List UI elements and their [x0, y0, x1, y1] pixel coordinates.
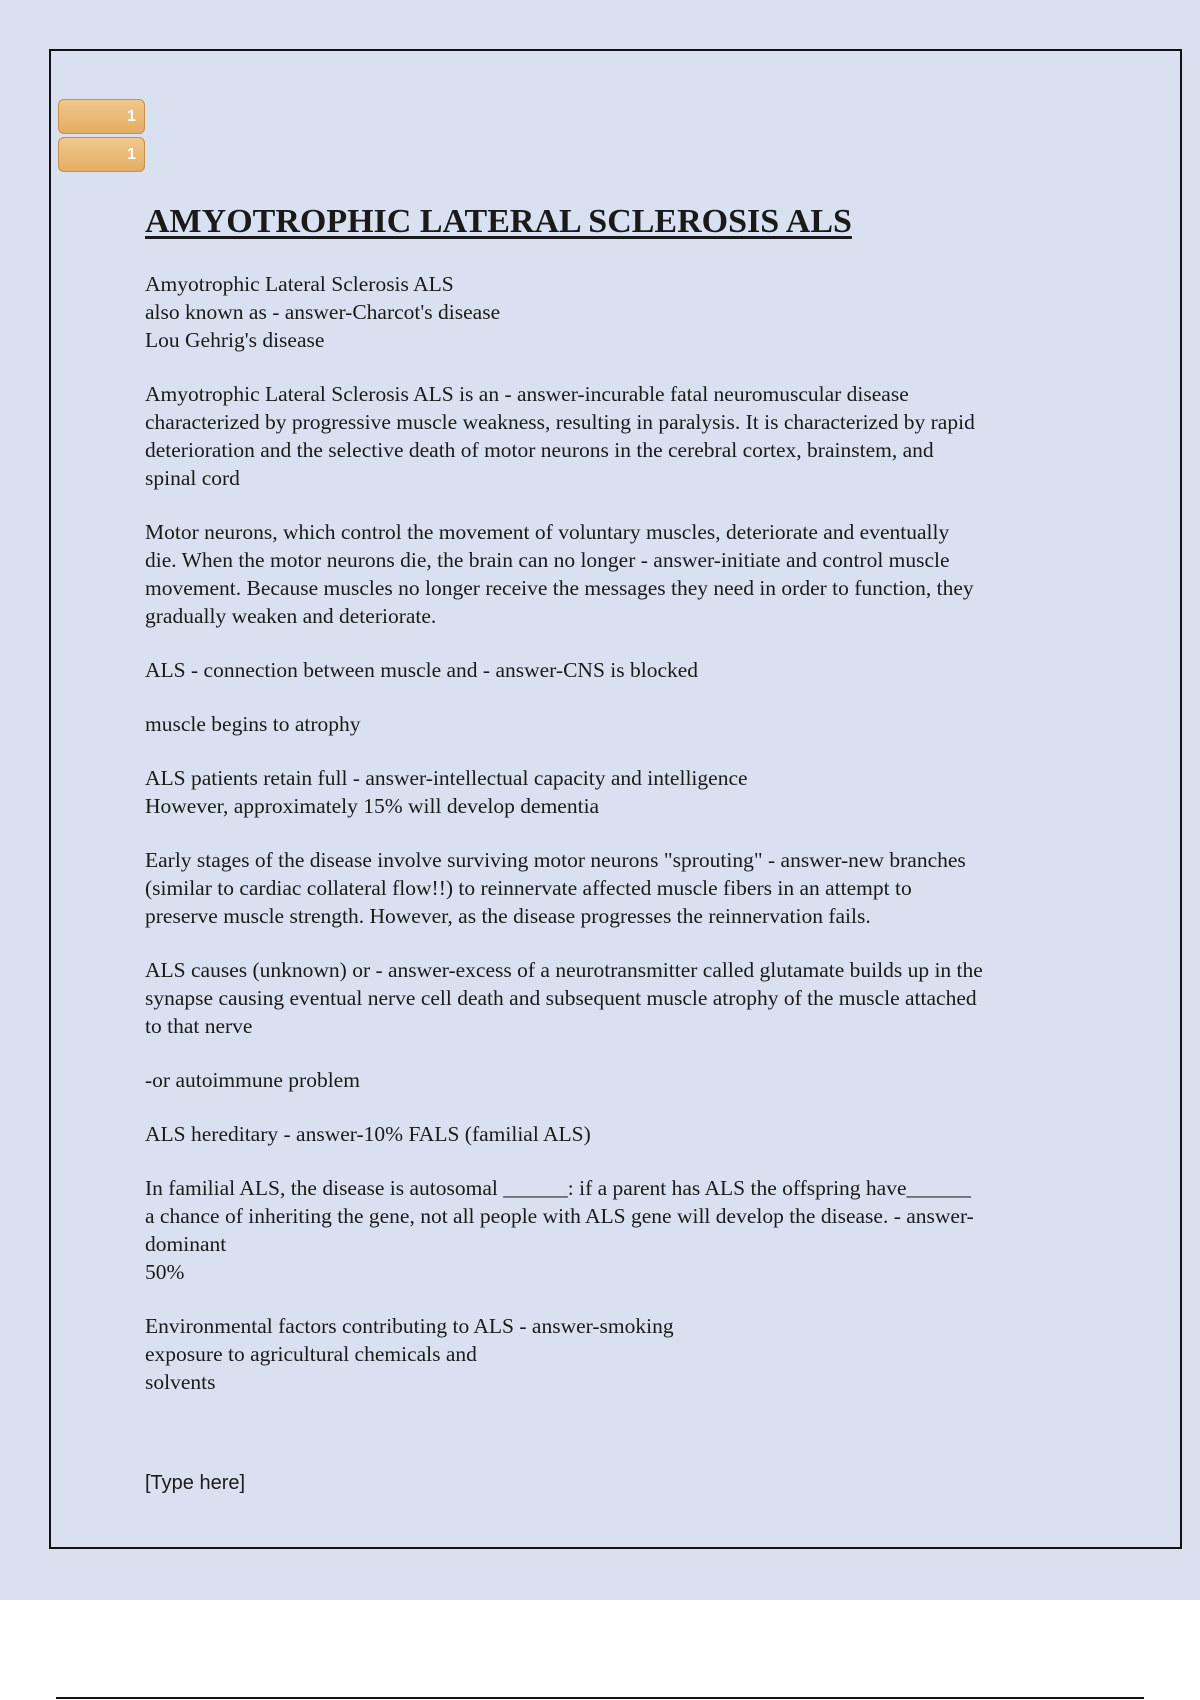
text-line: a chance of inheriting the gene, not all people with ALS gene will develop the disease. - answer-: [145, 1204, 974, 1228]
text-line: gradually weaken and deteriorate.: [145, 604, 437, 628]
paragraph: [145, 1120, 1090, 1148]
document-title: AMYOTROPHIC LATERAL SCLEROSIS ALS: [145, 203, 852, 240]
text-line: to that nerve: [145, 1014, 253, 1038]
page-number-badge[interactable]: 1: [58, 99, 145, 134]
text-line: synapse causing eventual nerve cell death and subsequent muscle atrophy of the muscle attached: [145, 986, 977, 1010]
text-line: ALS - connection between muscle and - answer-CNS is blocked: [145, 658, 699, 682]
next-page-top-border: [56, 1697, 1144, 1699]
text-line: Motor neurons, which control the movement of voluntary muscles, deteriorate and eventually: [145, 520, 950, 544]
paragraph: [145, 1312, 1090, 1396]
text-line: characterized by progressive muscle weakness, resulting in paralysis. It is characterized by rapid: [145, 410, 975, 434]
text-line: preserve muscle strength. However, as the disease progresses the reinnervation fails.: [145, 904, 871, 928]
text-line: solvents: [145, 1370, 216, 1394]
footer-placeholder[interactable]: [Type here]: [145, 1472, 246, 1494]
paragraph: [145, 1174, 1090, 1286]
text-line: dominant: [145, 1232, 227, 1256]
text-line: movement. Because muscles no longer receive the messages they need in order to function, they: [145, 576, 974, 600]
paragraph: [145, 846, 1090, 930]
paragraph: [145, 656, 1090, 684]
paragraph: [145, 518, 1090, 630]
text-line: die. When the motor neurons die, the brain can no longer - answer-initiate and control muscle: [145, 548, 950, 572]
badge-stack: [58, 99, 145, 175]
text-line: muscle begins to atrophy: [145, 712, 361, 736]
text-line: deterioration and the selective death of motor neurons in the cerebral cortex, brainstem, and: [145, 438, 934, 462]
paragraph: [145, 1066, 1090, 1094]
text-line: However, approximately 15% will develop dementia: [145, 794, 600, 818]
text-line: Amyotrophic Lateral Sclerosis ALS: [145, 272, 454, 296]
text-line: exposure to agricultural chemicals and: [145, 1342, 477, 1366]
text-line: ALS patients retain full - answer-intellectual capacity and intelligence: [145, 766, 748, 790]
text-line: 50%: [145, 1260, 185, 1284]
paragraph: [145, 956, 1090, 1040]
text-line: ALS hereditary - answer-10% FALS (familial ALS): [145, 1122, 591, 1146]
text-line: (similar to cardiac collateral flow!!) to reinnervate affected muscle fibers in an attempt to: [145, 876, 912, 900]
text-line: Lou Gehrig's disease: [145, 328, 325, 352]
text-line: -or autoimmune problem: [145, 1068, 360, 1092]
text-line: Amyotrophic Lateral Sclerosis ALS is an - answer-incurable fatal neuromuscular disease: [145, 382, 909, 406]
text-line: spinal cord: [145, 466, 240, 490]
page-number-badge[interactable]: 1: [58, 137, 145, 172]
text-line: In familial ALS, the disease is autosomal ______: if a parent has ALS the offspring have______: [145, 1176, 972, 1200]
paragraph: [145, 270, 1090, 354]
document-body: [145, 200, 1090, 1422]
text-line: Early stages of the disease involve surviving motor neurons "sprouting" - answer-new branches: [145, 848, 966, 872]
text-line: ALS causes (unknown) or - answer-excess of a neurotransmitter called glutamate builds up in the: [145, 958, 983, 982]
paragraph: [145, 764, 1090, 820]
paragraph: [145, 710, 1090, 738]
text-line: Environmental factors contributing to ALS - answer-smoking: [145, 1314, 674, 1338]
paragraph: [145, 380, 1090, 492]
text-line: also known as - answer-Charcot's disease: [145, 300, 501, 324]
